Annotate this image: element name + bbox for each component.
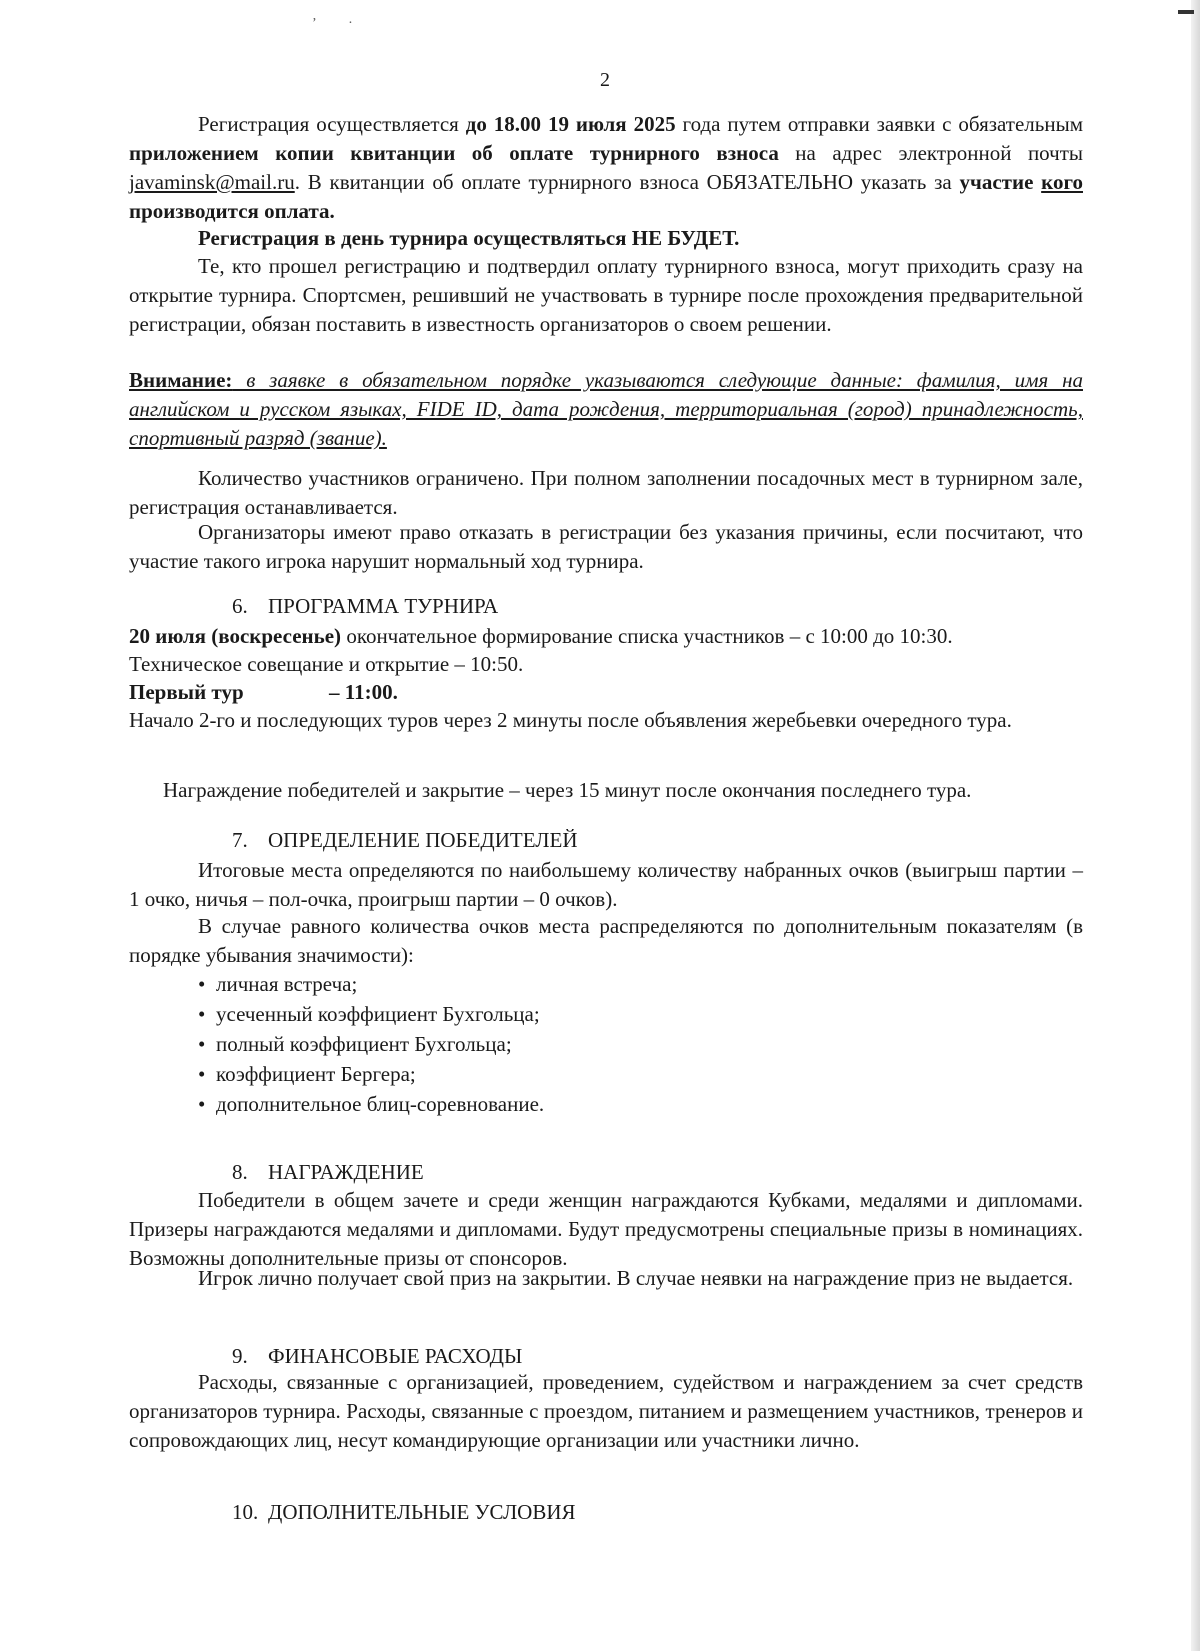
scan-edge xyxy=(1191,0,1200,1651)
awards-paragraph-2: Игрок лично получает свой приз на закрытии. В случае неявки на награждение приз не выдается. xyxy=(198,1266,1074,1290)
bullet-icon: • xyxy=(198,1092,206,1116)
registration-paragraph-5: Организаторы имеют право отказать в регистрации без указания причины, если посчитают, что участие такого игрока нарушит нормальный ход турнира. xyxy=(129,520,1083,573)
bullet-icon: • xyxy=(198,1062,206,1086)
program-first-round xyxy=(129,678,1089,707)
criteria-text: личная встреча; xyxy=(216,972,358,996)
program-award: Награждение победителей и закрытие – через 15 минут после окончания последнего тура. xyxy=(163,778,972,802)
attention-text: в заявке в обязательном порядке указываются следующие данные: фамилия, имя на английском и русском языках, FIDE ID, дата рождения, территориальная (город) принадлежность, спортивный разряд (звание). xyxy=(129,368,1083,450)
criteria-text: дополнительное блиц-соревнование. xyxy=(216,1092,545,1116)
section-title: ПРОГРАММА ТУРНИРА xyxy=(268,594,499,618)
section-title: ДОПОЛНИТЕЛЬНЫЕ УСЛОВИЯ xyxy=(268,1500,576,1524)
criteria-text: коэффициент Бергера; xyxy=(216,1062,416,1086)
scan-specks: ʼ · xyxy=(312,16,367,31)
section-number: 8. xyxy=(232,1160,248,1184)
program-date-line xyxy=(129,622,1089,651)
section-number: 10. xyxy=(232,1500,259,1524)
winners-paragraph-1: Итоговые места определяются по наибольшему количеству набранных очков (выигрыш партии – 1 очко, ничья – пол-очка, проигрыш партии – 0 очков). xyxy=(129,858,1083,911)
registration-paragraph-3: Те, кто прошел регистрацию и подтвердил оплату турнирного взноса, могут приходить сразу на открытие турнира. Спортсмен, решивший не участвовать в турнире после прохождения предварительной регистрации, обязан поставить в известность организаторов о своем решении. xyxy=(129,254,1083,336)
section-number: 6. xyxy=(232,594,248,618)
awards-paragraph-1: Победители в общем зачете и среди женщин награждаются Кубками, медалями и дипломами. Призеры награждаются медалями и дипломами. Будут предусмотрены специальные призы в номинациях. Возможны дополнительные призы от спонсоров. xyxy=(129,1188,1083,1270)
text-run: года путем отправки заявки с обязательным xyxy=(675,112,1083,136)
program-rounds: Начало 2-го и последующих туров через 2 минуты после объявления жеребьевки очередного тура. xyxy=(129,708,1012,732)
registration-no-same-day: Регистрация в день турнира осуществляться НЕ БУДЕТ. xyxy=(198,226,740,250)
section-7-heading xyxy=(232,826,578,855)
payment-bold: производится оплата. xyxy=(129,199,335,223)
section-number: 7. xyxy=(232,828,248,852)
criteria-item xyxy=(198,1090,544,1119)
criteria-item xyxy=(198,970,357,999)
first-round-time: – 11:00. xyxy=(329,680,398,704)
text-run: на адрес электронной почты xyxy=(778,141,1083,165)
criteria-item xyxy=(198,1060,416,1089)
deadline-bold: до 18.00 19 июля 2025 xyxy=(465,112,676,136)
section-10-heading xyxy=(232,1498,576,1527)
criteria-text: полный коэффициент Бухгольца; xyxy=(216,1032,512,1056)
criteria-item xyxy=(198,1030,512,1059)
section-number: 9. xyxy=(232,1344,248,1368)
program-tech-meeting: Техническое совещание и открытие – 10:50. xyxy=(129,652,524,676)
email-link[interactable]: javaminsk@mail.ru xyxy=(129,170,295,194)
program-date-bold: 20 июля (воскресенье) xyxy=(129,624,342,648)
text-run: . В квитанции об оплате турнирного взноса ОБЯЗАТЕЛЬНО указать за xyxy=(294,170,960,194)
text-run: окончательное формирование списка участников – с 10:00 до 10:30. xyxy=(341,624,953,648)
text-run: Регистрация осуществляется xyxy=(198,112,466,136)
registration-paragraph-1 xyxy=(129,110,1083,226)
section-9-heading xyxy=(232,1342,522,1371)
bullet-icon: • xyxy=(198,1002,206,1026)
receipt-bold: приложением копии квитанции об оплате турнирного взноса xyxy=(129,141,779,165)
whom-bold-underlined: кого xyxy=(1041,170,1083,194)
attention-paragraph xyxy=(129,366,1083,453)
section-6-heading xyxy=(232,592,498,621)
section-title: ОПРЕДЕЛЕНИЕ ПОБЕДИТЕЛЕЙ xyxy=(268,828,578,852)
page-number: 2 xyxy=(600,69,610,91)
criteria-text: усеченный коэффициент Бухгольца; xyxy=(216,1002,540,1026)
participation-bold: участие xyxy=(959,170,1042,194)
section-title: НАГРАЖДЕНИЕ xyxy=(268,1160,424,1184)
first-round-label: Первый тур xyxy=(129,680,244,704)
attention-label: Внимание: xyxy=(129,368,233,392)
bullet-icon: • xyxy=(198,1032,206,1056)
section-title: ФИНАНСОВЫЕ РАСХОДЫ xyxy=(268,1344,523,1368)
registration-paragraph-4: Количество участников ограничено. При полном заполнении посадочных мест в турнирном зале, регистрация останавливается. xyxy=(129,466,1083,519)
section-8-heading xyxy=(232,1158,424,1187)
scan-mark xyxy=(1178,10,1194,14)
finance-paragraph: Расходы, связанные с организацией, проведением, судейством и награждением за счет средств организаторов турнира. Расходы, связанные с проездом, питанием и размещением участников, тренеров и сопровождающих лиц, несут командирующие организации или участники лично. xyxy=(129,1370,1083,1452)
criteria-item xyxy=(198,1000,540,1029)
bullet-icon: • xyxy=(198,972,206,996)
winners-paragraph-2: В случае равного количества очков места распределяются по дополнительным показателям (в порядке убывания значимости): xyxy=(129,914,1083,967)
